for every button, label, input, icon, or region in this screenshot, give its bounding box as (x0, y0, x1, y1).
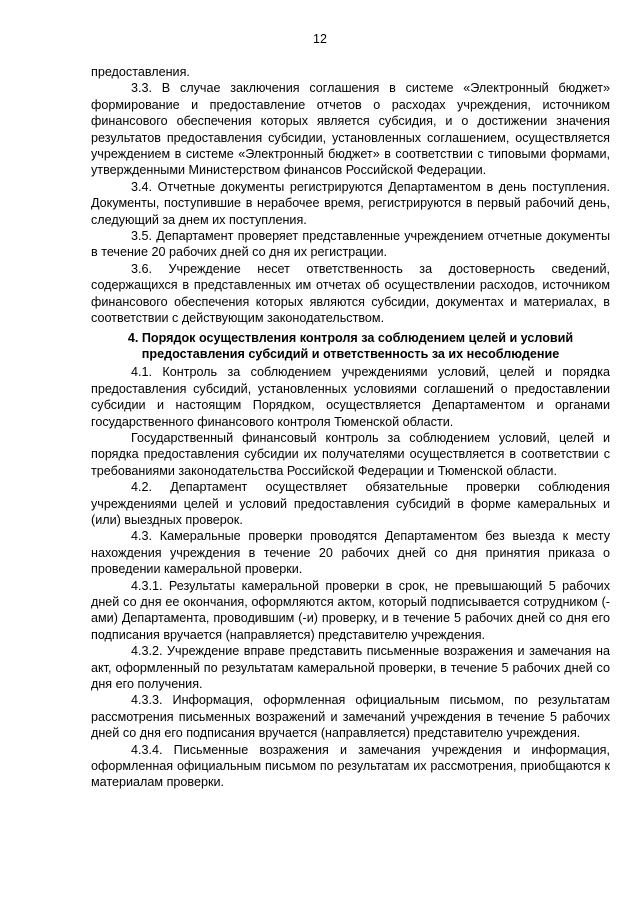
paragraph-3-5: 3.5. Департамент проверяет представленные учреждением отчетные документы в течение 20 рабочих дней со дня их регистрации. (91, 229, 610, 260)
paragraph-3-6: 3.6. Учреждение несет ответственность за достоверность сведений, содержащихся в представленных им отчетах об осуществлении расходов, источником финансового обеспечения которых являются субсидии, документах и материалах, в соответствии с действующим законодательством. (91, 261, 610, 326)
section-heading-line-1: 4. Порядок осуществления контроля за соблюдением целей и условий (127, 330, 574, 345)
section-4-heading (91, 330, 610, 363)
paragraph-4-3-1: 4.3.1. Результаты камеральной проверки в срок, не превышающий 5 рабочих дней со дня ее окончания, оформляются актом, который подписывается сотрудником (-ами) Департамента, проводившим (-и) проверку, и в течение 5 рабочих дней со дня его подписания вручается (направляется) представителю учреждения. (91, 578, 610, 642)
paragraph-4-1: 4.1. Контроль за соблюдением учреждениями условий, целей и порядка предоставления субсидий, установленных условиями соглашений о предоставлении субсидии и настоящим Порядком, осуществляется Департаментом и органами государственного финансового контроля Тюменской области. (91, 365, 610, 429)
paragraph-4-3-2: 4.3.2. Учреждение вправе представить письменные возражения и замечания на акт, оформленный по результатам камеральной проверки, в течение 5 рабочих дней со дня его получения. (91, 644, 610, 692)
paragraph-4-2: 4.2. Департамент осуществляет обязательные проверки соблюдения учреждениями целей и условий предоставления субсидий в форме камеральных и (или) выездных проверок. (91, 480, 610, 527)
paragraph-4-3: 4.3. Камеральные проверки проводятся Департаментом без выезда к месту нахождения учреждения в течение 20 рабочих дней со дня принятия приказа о проведении камеральной проверки. (91, 529, 610, 577)
section-heading-line-2: предоставления субсидий и ответственность за их несоблюдение (141, 346, 560, 361)
paragraph-continuation: предоставления. (91, 65, 190, 79)
paragraph-3-4: 3.4. Отчетные документы регистрируются Департаментом в день поступления. Документы, поступившие в нерабочее время, регистрируются в первый рабочий день, следующий за днем их поступления. (91, 179, 610, 227)
paragraph-3-3: 3.3. В случае заключения соглашения в системе «Электронный бюджет» формирование и предоставление отчетов о расходах учреждения, источником финансового обеспечения которых является субсидия, и о достижении значения результатов предоставления субсидии, установленных соглашением, осуществляется учреждением в системе «Электронный бюджет» в соответствии с типовыми формами, утвержденными Министерством финансов Российской Федерации. (91, 81, 610, 178)
paragraph-4-3-3: 4.3.3. Информация, оформленная официальным письмом, по результатам рассмотрения письменных возражений и замечаний учреждения в течение 5 рабочих дней со дня его подписания вручается (направляется) представителю учреждения. (91, 693, 610, 741)
document-body (91, 64, 610, 791)
page-number: 12 (313, 32, 327, 46)
paragraph-4-3-4: 4.3.4. Письменные возражения и замечания учреждения и информация, оформленная официальным письмом по результатам их рассмотрения, приобщаются к материалам проверки. (91, 742, 610, 790)
paragraph-state-control: Государственный финансовый контроль за соблюдением условий, целей и порядка предоставления субсидии их получателями осуществляется в соответствии с требованиями законодательства Российской Федерации и Тюменской области. (91, 430, 610, 478)
